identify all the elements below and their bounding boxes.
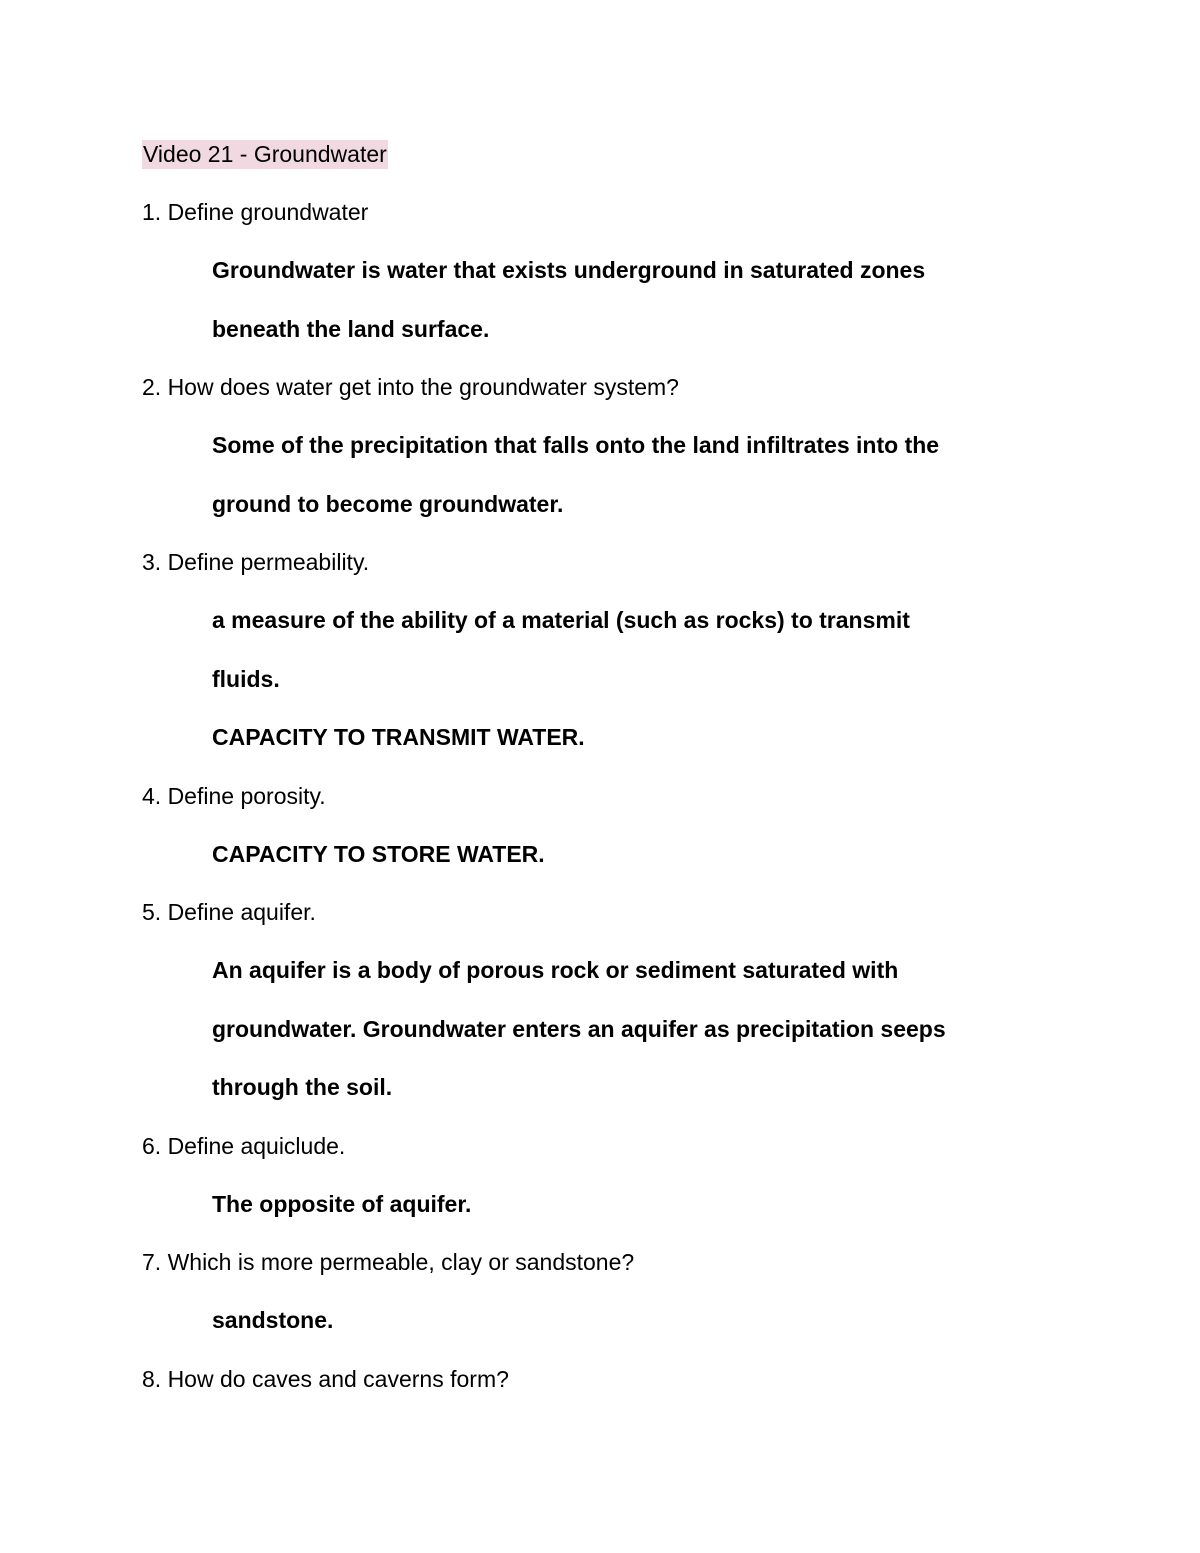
- answer-1-line-2: beneath the land surface.: [212, 315, 490, 342]
- answer-3-line-1: a measure of the ability of a material (such as rocks) to transmit: [212, 607, 910, 633]
- answer-2-line-2: ground to become groundwater.: [212, 490, 564, 517]
- answer-5-line-2: groundwater. Groundwater enters an aquifer as precipitation seeps: [212, 1015, 946, 1042]
- answer-6-line-1: The opposite of aquifer.: [212, 1190, 472, 1217]
- document-title-line: [142, 140, 1102, 169]
- answer-7-line-1: sandstone.: [212, 1307, 334, 1333]
- answer-3-line-3: CAPACITY TO TRANSMIT WATER.: [212, 724, 585, 750]
- answer-1-line-1: Groundwater is water that exists underground in saturated zones: [212, 257, 926, 283]
- question-3: 3. Define permeability.: [142, 549, 370, 575]
- answer-4-line-1: CAPACITY TO STORE WATER.: [212, 840, 545, 867]
- answer-5-line-3: through the soil.: [212, 1074, 393, 1100]
- question-8: 8. How do caves and caverns form?: [142, 1365, 509, 1392]
- answer-2-line-1: Some of the precipitation that falls onto the land infiltrates into the: [212, 432, 940, 458]
- question-7: 7. Which is more permeable, clay or sandstone?: [142, 1249, 635, 1275]
- question-2: 2. How does water get into the groundwater system?: [142, 374, 679, 400]
- document-content: [142, 140, 1102, 1423]
- answer-5-line-1: An aquifer is a body of porous rock or sediment saturated with: [212, 957, 899, 983]
- answer-3-line-2: fluids.: [212, 665, 280, 692]
- question-5: 5. Define aquifer.: [142, 899, 316, 925]
- question-1: 1. Define groundwater: [142, 199, 369, 225]
- question-answer-list: [142, 198, 1102, 1394]
- question-4: 4. Define porosity.: [142, 782, 326, 809]
- question-6: 6. Define aquiclude.: [142, 1132, 346, 1159]
- document-title: Video 21 - Groundwater: [143, 141, 387, 167]
